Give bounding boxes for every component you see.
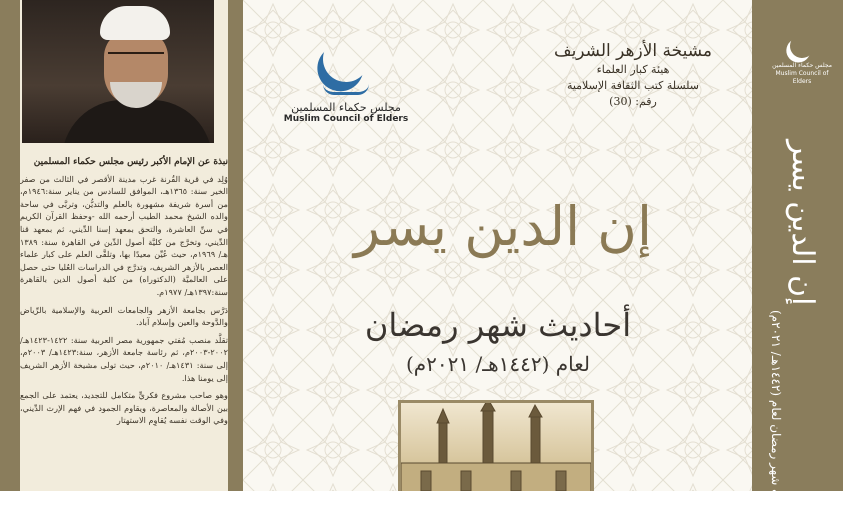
spine-logo-english: Muslim Council of Elders bbox=[775, 70, 829, 85]
bio-heading: نبذة عن الإمام الأكبر رئيس مجلس حكماء المسلمين bbox=[33, 157, 228, 167]
book-subtitle: أحاديث شهر رمضان bbox=[364, 306, 632, 344]
book-year: لعام (١٤٤٢هـ/ ٢٠٢١م) bbox=[405, 352, 591, 376]
author-portrait bbox=[22, 0, 214, 143]
bio-paragraph: تقلَّد منصب مُفتي جمهورية مصر العربية سنة: ١٤٢٢-١٤٢٣هـ/ ٢٠٠٢-٢٠٠٣م، ثم رئاسة جامعة الأزهر، سنة:١٤٢٣هـ/ ٢٠٠٣م، إلى سنة: ١٤٣١هـ/ ٢٠١٠م، حيث تولى مشيخة الأزهر الشريف إلى يومنا هذا. bbox=[20, 334, 228, 383]
bio-paragraph: دَرَّس بجامعة الأزهر والجامعات العربية والإسلامية بالرِّياض والدَّوحة والعين وإسلام آباد. bbox=[20, 304, 228, 328]
spine-logo bbox=[772, 34, 832, 86]
series-info bbox=[543, 40, 723, 110]
book-spine bbox=[752, 0, 843, 524]
spine-logo-arabic: مجلس حكماء المسلمين bbox=[772, 62, 832, 69]
crescent-moon-icon bbox=[315, 28, 376, 89]
back-cover-left-band bbox=[0, 0, 20, 491]
series-line-azhar: مشيخة الأزهر الشريف bbox=[553, 41, 713, 61]
back-cover-right-band bbox=[228, 0, 243, 491]
logo-text-english: Muslim Council of Elders bbox=[283, 114, 409, 124]
logo-text-arabic: مجلس حكماء المسلمين bbox=[291, 101, 401, 114]
series-line-books: سلسلة كتب الثقافة الإسلامية bbox=[566, 79, 700, 92]
crescent-moon-icon bbox=[787, 31, 818, 62]
bio-paragraph: وهو صاحب مشروع فكريٍّ متكامل للتجديد، يعتمد على الجمع بين الأصالة والمعاصرة، ويقاوم الجمود في فهم الإرث الدِّيني، وفي الوقت نفسه يُقاوِم الاستهتار bbox=[20, 390, 228, 426]
spine-subtitle: أحاديث شهر رمضان لعام (١٤٤٢هـ/ ٢٠٢١م) bbox=[769, 310, 783, 524]
mosque-minarets-drawing bbox=[401, 403, 591, 491]
council-logo bbox=[281, 36, 411, 124]
spine-title: إن الدين يسر bbox=[785, 140, 820, 306]
author-biography bbox=[20, 148, 228, 491]
series-number: رقم: (30) bbox=[609, 95, 657, 108]
wave-icon bbox=[323, 84, 369, 95]
book-title: إن الدين يسر bbox=[354, 195, 652, 258]
bio-paragraph: وُلِد في قرية القُرنة غرب مدينة الأقصر في الثالث من صفر الخير سنة: ١٣٦٥هـ، الموافق للسادس من يناير سنة:١٩٤٦م، من أسرة شريفة مشهورة بالعلم والتديُّن، وتربَّى في ساحة والده الشيخ محمد الطيب أرحمه الله -وحفظ القرآن الكريم في سنِّ العاشرة، والتحق بمعهد إسنا الدِّيني، ثم بمعهد قنا الدِّيني، وتخرَّج من كليَّة أصول الدِّين في القاهرة سنة: ١٣٨٩ هـ/ ١٩٦٩م، حيث عُيِّن معيدًا بها، وتلقَّى العلم على كبار علماء العصر بالأزهر الشريف، وتدرَّج في الدراسات العُليا حتى حصل على العالميَّة (الدكتوراه) من كلية أصول الدين بالقاهرة سنة:١٣٩٧هـ/ ١٩٧٧م. bbox=[20, 173, 228, 297]
front-cover bbox=[243, 0, 752, 491]
series-line-scholars: هيئة كبار العلماء bbox=[596, 63, 670, 76]
azhar-mosque-illustration bbox=[398, 400, 594, 491]
back-cover bbox=[0, 0, 243, 491]
